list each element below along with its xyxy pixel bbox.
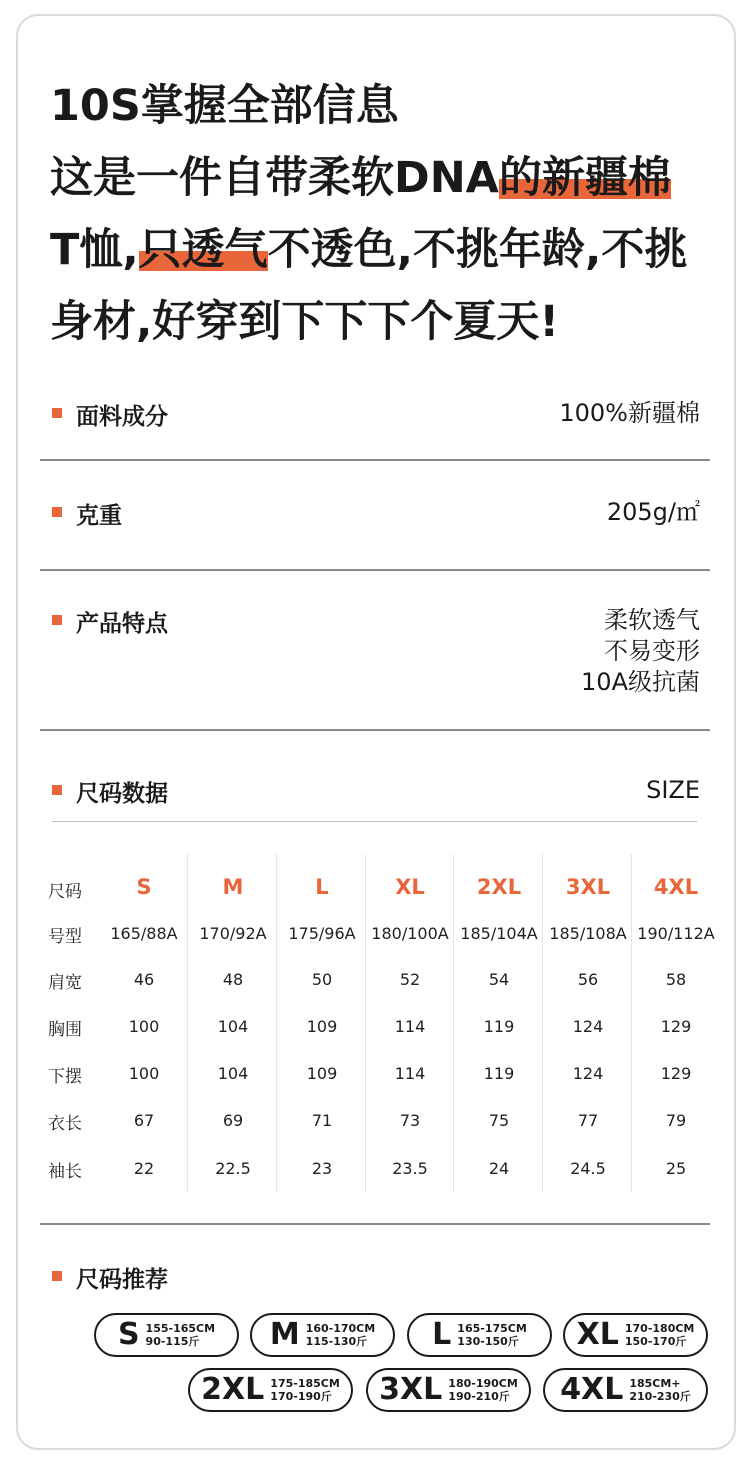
table-cell: 165/88A (110, 924, 178, 943)
size-recommendation-2xl (188, 1368, 353, 1412)
pill-weight: 210-230斤 (629, 1390, 691, 1403)
table-cell: 190/112A (637, 924, 715, 943)
pill-weight: 150-170斤 (624, 1335, 687, 1348)
pill-size: L (432, 1317, 452, 1352)
headline-text: 这是一件自带柔软DNA (50, 153, 499, 203)
table-cell: 54 (488, 970, 510, 989)
spec-row-weight (40, 497, 710, 529)
pill-size: 3XL (379, 1372, 443, 1407)
table-cell: 170/92A (199, 924, 267, 943)
table-cell: 124 (572, 1064, 604, 1083)
pill-range (448, 1377, 518, 1403)
spec-label: 克重 (76, 503, 122, 529)
table-cell: 23.5 (392, 1159, 428, 1178)
row-label: 下摆 (48, 1067, 82, 1087)
headline-line-3 (50, 214, 730, 286)
table-cell: 129 (660, 1064, 692, 1083)
table-cell: 124 (572, 1017, 604, 1036)
pill-weight: 90-115斤 (145, 1335, 200, 1348)
table-cell: 24.5 (570, 1159, 606, 1178)
size-column-m (189, 862, 277, 1197)
pill-size: 4XL (560, 1372, 624, 1407)
size-recommendation-m (250, 1313, 395, 1357)
headline-line-2 (50, 142, 730, 214)
feature-value: 柔软透气 (604, 606, 700, 634)
table-cell: 52 (399, 970, 421, 989)
headline-text: T恤, (50, 225, 139, 275)
pill-range (270, 1377, 340, 1403)
pill-range (306, 1322, 376, 1348)
pill-range (625, 1322, 695, 1348)
size-header: L (315, 875, 329, 899)
pill-height: 180-190CM (448, 1377, 518, 1390)
table-cell: 22.5 (215, 1159, 251, 1178)
spec-row-size-data (40, 775, 710, 807)
table-cell: 25 (665, 1159, 687, 1178)
table-cell: 75 (488, 1111, 510, 1130)
row-label: 尺码 (48, 882, 82, 902)
pill-height: 185CM+ (629, 1377, 681, 1390)
table-cell: 180/100A (371, 924, 449, 943)
bullet-icon (52, 507, 62, 517)
table-cell: 67 (133, 1111, 155, 1130)
size-header: S (136, 875, 152, 899)
pill-height: 170-180CM (624, 1322, 695, 1335)
bullet-icon (52, 1271, 62, 1281)
pill-size: S (117, 1317, 140, 1352)
spec-label: 产品特点 (76, 611, 168, 637)
table-cell: 77 (577, 1111, 599, 1130)
row-label: 肩宽 (48, 973, 82, 993)
row-label: 衣长 (48, 1114, 82, 1134)
divider (40, 729, 710, 731)
row-label: 袖长 (48, 1162, 82, 1182)
table-cell: 48 (222, 970, 244, 989)
feature-value: 10A级抗菌 (581, 668, 700, 696)
size-header: 3XL (565, 875, 611, 899)
spec-label: 尺码推荐 (76, 1267, 168, 1293)
table-cell: 58 (665, 970, 687, 989)
size-column-l (278, 862, 366, 1197)
spec-row-fabric (40, 398, 710, 430)
table-cell: 24 (488, 1159, 510, 1178)
size-recommendation-xl (563, 1313, 708, 1357)
bullet-icon (52, 615, 62, 625)
bullet-icon (52, 408, 62, 418)
size-column-3xl (544, 862, 632, 1197)
spec-value: 100%新疆棉 (559, 399, 700, 427)
table-cell: 114 (394, 1064, 426, 1083)
size-column-s (100, 862, 188, 1197)
table-cell: 79 (665, 1111, 687, 1130)
size-column-4xl (632, 862, 720, 1197)
pill-range (629, 1377, 691, 1403)
pill-size: 2XL (201, 1372, 265, 1407)
headline-title: 10S掌握全部信息 (50, 81, 399, 131)
divider (40, 569, 710, 571)
row-label: 号型 (48, 927, 82, 947)
size-column-xl (366, 862, 454, 1197)
headline (50, 70, 730, 358)
table-cell: 73 (399, 1111, 421, 1130)
divider (40, 1223, 710, 1225)
size-header: M (222, 875, 244, 899)
table-cell: 109 (306, 1064, 338, 1083)
table-cell: 185/108A (549, 924, 627, 943)
size-recommendation-4xl (543, 1368, 708, 1412)
table-cell: 100 (128, 1064, 160, 1083)
spec-row-features (40, 605, 710, 705)
spec-row-recommend (40, 1261, 710, 1293)
divider (52, 821, 697, 822)
table-cell: 129 (660, 1017, 692, 1036)
table-cell: 22 (133, 1159, 155, 1178)
size-column-2xl (455, 862, 543, 1197)
divider (40, 459, 710, 461)
headline-highlight: 的新疆棉 (498, 153, 671, 203)
size-recommendation-l (407, 1313, 552, 1357)
pill-weight: 115-130斤 (305, 1335, 368, 1348)
pill-size: M (269, 1317, 300, 1352)
pill-height: 175-185CM (270, 1377, 340, 1390)
headline-line-4: 身材,好穿到下下下个夏天! (50, 297, 559, 347)
table-cell: 119 (483, 1017, 515, 1036)
pill-weight: 190-210斤 (448, 1390, 510, 1403)
table-cell: 175/96A (288, 924, 356, 943)
pill-size: XL (576, 1317, 619, 1352)
table-cell: 56 (577, 970, 599, 989)
table-cell: 69 (222, 1111, 244, 1130)
table-cell: 100 (128, 1017, 160, 1036)
spec-label: 面料成分 (76, 404, 168, 430)
pill-height: 165-175CM (457, 1322, 527, 1335)
pill-height: 155-165CM (145, 1322, 216, 1335)
table-cell: 109 (306, 1017, 338, 1036)
spec-value: SIZE (646, 776, 700, 804)
size-header: 2XL (476, 875, 522, 899)
pill-weight: 170-190斤 (270, 1390, 332, 1403)
size-header: XL (395, 875, 425, 899)
table-cell: 114 (394, 1017, 426, 1036)
table-cell: 46 (133, 970, 155, 989)
pill-weight: 130-150斤 (457, 1335, 519, 1348)
spec-value: 205g/㎡ (606, 498, 700, 526)
spec-label: 尺码数据 (76, 781, 168, 807)
feature-value: 不易变形 (604, 637, 700, 665)
table-cell: 104 (217, 1064, 249, 1083)
pill-height: 160-170CM (305, 1322, 376, 1335)
row-label: 胸围 (48, 1020, 82, 1040)
table-cell: 71 (311, 1111, 333, 1130)
table-cell: 119 (483, 1064, 515, 1083)
table-cell: 185/104A (460, 924, 538, 943)
headline-highlight: 只透气 (138, 225, 268, 275)
pill-range (146, 1322, 216, 1348)
size-header: 4XL (653, 875, 699, 899)
bullet-icon (52, 785, 62, 795)
size-recommendation-3xl (366, 1368, 531, 1412)
table-cell: 104 (217, 1017, 249, 1036)
headline-text: 不透色,不挑年龄,不挑 (267, 225, 688, 275)
size-recommendation-s (94, 1313, 239, 1357)
pill-range (457, 1322, 527, 1348)
table-cell: 23 (311, 1159, 333, 1178)
table-cell: 50 (311, 970, 333, 989)
